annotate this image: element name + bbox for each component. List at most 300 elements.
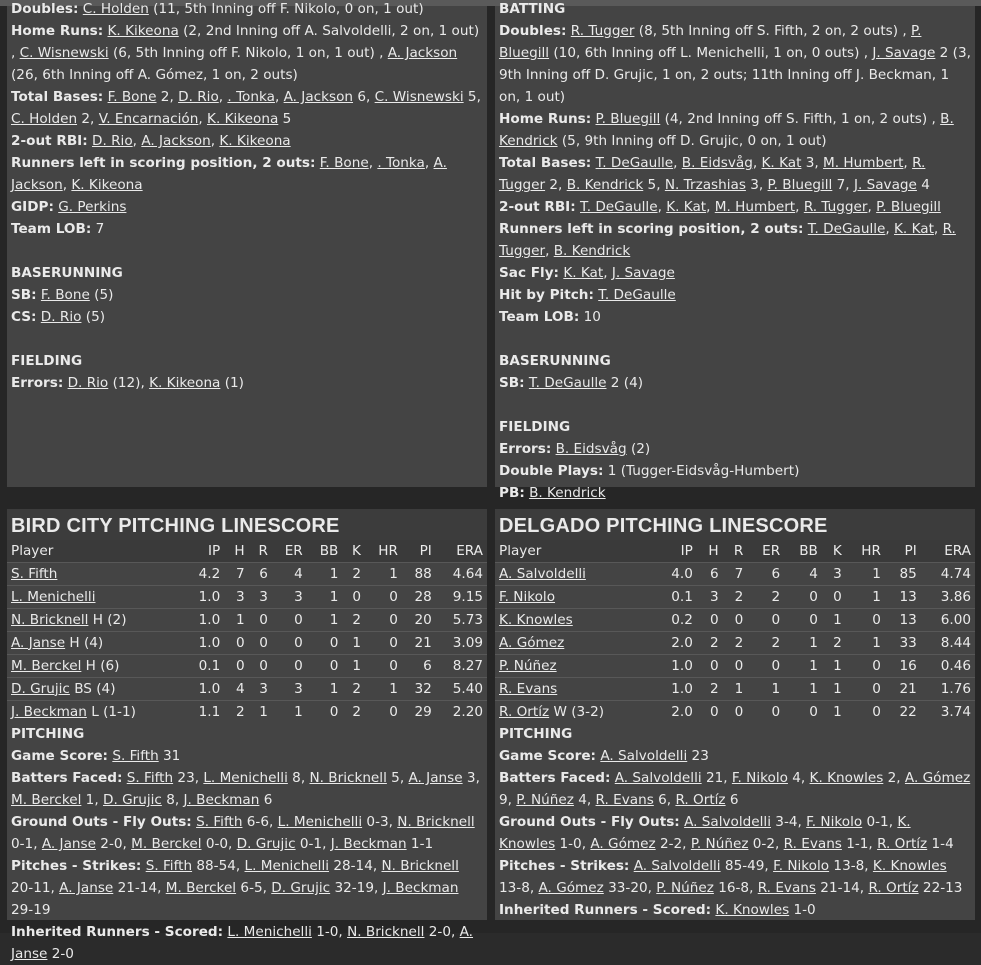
- table-row: [495, 700, 975, 723]
- stat-label: Inherited Runners - Scored:: [499, 902, 712, 918]
- stat-text: ,: [933, 221, 943, 237]
- player-link[interactable]: C. Holden: [82, 1, 149, 17]
- stat-text: 3,: [462, 770, 480, 786]
- stat-cell-bb: 0: [307, 700, 343, 723]
- player-link[interactable]: J. Beckman: [183, 792, 260, 808]
- stat-cell-ip: 1.0: [655, 677, 697, 700]
- stat-line-fielding: [499, 416, 971, 438]
- stat-cell-hr: 1: [846, 585, 885, 608]
- player-cell: [7, 562, 185, 585]
- player-link[interactable]: T. DeGaulle: [807, 221, 886, 237]
- bird-city-batting-notes: [7, 1, 487, 487]
- player-link[interactable]: A. Janse: [11, 634, 66, 651]
- player-link[interactable]: A. Gómez: [538, 880, 604, 896]
- player-link[interactable]: C. Holden: [11, 111, 78, 127]
- player-link[interactable]: J. Savage: [611, 265, 675, 281]
- stat-cell-hr: 0: [365, 700, 402, 723]
- player-link[interactable]: J. Savage: [872, 45, 936, 61]
- stat-text: 4,: [787, 770, 810, 786]
- stat-cell-hr: 0: [365, 585, 402, 608]
- player-cell: [495, 654, 655, 677]
- stat-line-baserunning: [11, 262, 483, 284]
- stat-text: 31: [158, 748, 181, 764]
- player-link[interactable]: A. Gómez: [590, 836, 656, 852]
- player-link[interactable]: N. Bricknell: [11, 611, 89, 628]
- player-link[interactable]: L. Menichelli: [227, 924, 312, 940]
- column-header-pi: PI: [885, 540, 921, 562]
- player-link[interactable]: A. Janse: [11, 924, 474, 962]
- stat-text: ,: [218, 89, 228, 105]
- stat-line-game-score: [499, 745, 971, 767]
- player-link[interactable]: T. DeGaulle: [598, 287, 676, 303]
- player-link[interactable]: M. Humbert: [714, 199, 796, 215]
- stat-line-pitching: [499, 723, 971, 745]
- stat-cell-hr: 1: [846, 562, 885, 585]
- player-link[interactable]: D. Rio: [67, 375, 109, 391]
- stat-text: 5,: [463, 89, 481, 105]
- stat-cell-era: 4.74: [921, 562, 975, 585]
- stat-label: Batters Faced:: [11, 770, 123, 786]
- stat-text: ,: [132, 133, 142, 149]
- column-header-era: ERA: [436, 540, 487, 562]
- player-link[interactable]: D. Rio: [40, 309, 82, 325]
- stat-text: 16-8,: [713, 880, 758, 896]
- player-link[interactable]: K. Knowles: [499, 611, 573, 628]
- stat-line-pitches-strikes: [499, 855, 971, 899]
- player-link[interactable]: K. Kikeona: [219, 133, 291, 149]
- column-header-player: Player: [7, 540, 185, 562]
- player-link[interactable]: P. Bluegill: [499, 23, 922, 61]
- player-link[interactable]: N. Bricknell: [347, 924, 425, 940]
- player-link[interactable]: L. Menichelli: [11, 588, 96, 605]
- stat-cell-k: 0: [342, 585, 365, 608]
- stat-line-sac-fly: [499, 262, 971, 284]
- stat-text: ,: [210, 133, 220, 149]
- column-header-r: R: [249, 540, 272, 562]
- column-header-bb: BB: [784, 540, 822, 562]
- stat-line-inherited-runners-scored: [499, 899, 971, 921]
- player-link[interactable]: P. Núñez: [656, 880, 714, 896]
- stat-text: (1): [220, 375, 244, 391]
- stat-line-runners-left-in-scoring-position-2-outs: [11, 152, 483, 196]
- player-link[interactable]: A. Salvoldelli: [499, 565, 586, 582]
- stat-text: 20-11,: [11, 880, 60, 896]
- stat-label: SB:: [11, 287, 37, 303]
- stat-cell-hr: 0: [846, 677, 885, 700]
- stat-label: Home Runs:: [11, 23, 104, 39]
- stat-line-ground-outs-fly-outs: [499, 811, 971, 855]
- stat-cell-r: 0: [723, 608, 748, 631]
- stat-cell-h: 0: [697, 654, 723, 677]
- stat-text: 1-1,: [841, 836, 878, 852]
- player-link[interactable]: B. Kendrick: [529, 485, 606, 501]
- stat-cell-k: 1: [822, 608, 846, 631]
- stat-text: 6,: [653, 792, 676, 808]
- player-link[interactable]: R. Evans: [595, 792, 654, 808]
- player-link[interactable]: P. Bluegill: [767, 177, 833, 193]
- stat-text: 1-0: [789, 902, 816, 918]
- stat-cell-era: 6.00: [921, 608, 975, 631]
- player-link[interactable]: P. Bluegill: [876, 199, 941, 215]
- table-row: [7, 585, 487, 608]
- stat-line-inherited-runners-scored: [11, 921, 483, 965]
- stat-text: (12),: [108, 375, 150, 391]
- stat-line-batting: [499, 0, 971, 20]
- decision-note: H (2): [88, 611, 127, 628]
- player-link[interactable]: K. Kikeona: [71, 177, 143, 193]
- stat-text: 6: [725, 792, 739, 808]
- player-link[interactable]: M. Humbert: [823, 155, 904, 171]
- stat-line-errors: [11, 372, 483, 394]
- player-link[interactable]: D. Grujic: [11, 680, 70, 697]
- column-header-hr: HR: [365, 540, 402, 562]
- stat-label: BASERUNNING: [11, 265, 123, 281]
- stat-cell-pi: 21: [885, 677, 921, 700]
- player-link[interactable]: S. Fifth: [196, 814, 243, 830]
- stat-cell-era: 3.86: [921, 585, 975, 608]
- player-link[interactable]: A. Jackson: [11, 155, 447, 193]
- player-link[interactable]: F. Nikolo: [731, 770, 788, 786]
- stat-cell-k: 2: [342, 700, 365, 723]
- stat-cell-er: 1: [747, 677, 784, 700]
- column-header-bb: BB: [307, 540, 343, 562]
- stat-line-total-bases: [11, 86, 483, 130]
- player-link[interactable]: A. Salvoldelli: [600, 748, 688, 764]
- player-link[interactable]: R. Ortíz: [499, 703, 550, 720]
- player-link[interactable]: K. Knowles: [872, 858, 947, 874]
- stat-label: Doubles:: [499, 23, 567, 39]
- stat-text: ,: [545, 243, 554, 259]
- stat-cell-k: 1: [342, 631, 365, 654]
- stat-text: ,: [62, 177, 72, 193]
- stat-text: 2-2,: [655, 836, 691, 852]
- player-link[interactable]: M. Berckel: [11, 657, 82, 674]
- stat-cell-k: 1: [822, 654, 846, 677]
- player-link[interactable]: R. Tugger: [803, 199, 868, 215]
- player-link[interactable]: A. Gómez: [904, 770, 971, 786]
- stat-text: 23,: [173, 770, 204, 786]
- stat-cell-h: 0: [224, 631, 248, 654]
- stat-text: ,: [795, 199, 804, 215]
- stat-cell-r: 2: [723, 631, 748, 654]
- stat-cell-pi: 6: [402, 654, 436, 677]
- player-link[interactable]: T. DeGaulle: [580, 199, 658, 215]
- player-link[interactable]: V. Encarnación: [98, 111, 199, 127]
- stat-cell-ip: 1.0: [655, 654, 697, 677]
- player-link[interactable]: L. Menichelli: [244, 858, 330, 874]
- player-link[interactable]: S. Fifth: [112, 748, 159, 764]
- player-link[interactable]: A. Jackson: [283, 89, 354, 105]
- player-link[interactable]: K. Kikeona: [149, 375, 221, 391]
- stat-text: 1-1: [406, 836, 434, 852]
- player-link[interactable]: A. Jackson: [141, 133, 211, 149]
- spacer: [499, 394, 971, 416]
- player-link[interactable]: A. Salvoldelli: [684, 814, 771, 830]
- pitching-linescore-table: [495, 540, 975, 723]
- player-link[interactable]: S. Fifth: [126, 770, 174, 786]
- stat-text: (5): [89, 287, 114, 303]
- stat-text: 9,: [499, 792, 517, 808]
- stat-cell-pi: 22: [885, 700, 921, 723]
- stat-cell-bb: 1: [784, 631, 822, 654]
- stat-cell-k: 1: [822, 700, 846, 723]
- player-link[interactable]: R. Ortíz: [675, 792, 726, 808]
- player-link[interactable]: N. Bricknell: [381, 858, 459, 874]
- stat-cell-bb: 1: [307, 608, 343, 631]
- stat-cell-r: 0: [249, 608, 272, 631]
- table-row: [495, 654, 975, 677]
- stat-cell-k: 2: [342, 677, 365, 700]
- table-row: [495, 562, 975, 585]
- player-link[interactable]: A. Gómez: [499, 634, 565, 651]
- stat-text: 5: [278, 111, 292, 127]
- player-link[interactable]: R. Ortíz: [868, 880, 919, 896]
- player-link[interactable]: D. Grujic: [236, 836, 296, 852]
- player-link[interactable]: G. Perkins: [58, 199, 127, 215]
- stat-text: ,: [885, 221, 895, 237]
- column-header-player: Player: [495, 540, 655, 562]
- stat-cell-era: 1.76: [921, 677, 975, 700]
- table-row: [495, 631, 975, 654]
- stat-text: 1,: [81, 792, 103, 808]
- table-row: [495, 677, 975, 700]
- player-link[interactable]: M. Berckel: [11, 792, 82, 808]
- player-link[interactable]: R. Evans: [757, 880, 816, 896]
- stat-cell-h: 3: [697, 585, 723, 608]
- player-link[interactable]: B. Kendrick: [553, 243, 631, 259]
- player-link[interactable]: M. Berckel: [131, 836, 202, 852]
- stat-cell-pi: 33: [885, 631, 921, 654]
- stat-text: 2 (4): [606, 375, 644, 391]
- stat-text: 2,: [545, 177, 567, 193]
- table-row: [7, 631, 487, 654]
- decision-note: H (6): [81, 657, 120, 674]
- player-cell: [7, 700, 185, 723]
- stat-text: 85-49,: [720, 858, 774, 874]
- column-header-er: ER: [272, 540, 307, 562]
- player-link[interactable]: R. Evans: [499, 680, 558, 697]
- stat-cell-hr: 0: [846, 700, 885, 723]
- player-link[interactable]: F. Nikolo: [806, 814, 863, 830]
- player-link[interactable]: K. Kat: [761, 155, 802, 171]
- stat-text: 13-8,: [499, 880, 539, 896]
- stat-line-2-out-rbi: [11, 130, 483, 152]
- delgado-batting-notes: [495, 1, 975, 501]
- stat-cell-k: 3: [822, 562, 846, 585]
- stat-cell-bb: 1: [307, 585, 343, 608]
- stat-cell-pi: 28: [402, 585, 436, 608]
- stat-label: Team LOB:: [11, 221, 92, 237]
- player-link[interactable]: F. Nikolo: [499, 588, 556, 605]
- stat-cell-ip: 0.1: [655, 585, 697, 608]
- stat-cell-h: 6: [697, 562, 723, 585]
- player-link[interactable]: K. Kat: [563, 265, 604, 281]
- stat-text: 6-6,: [242, 814, 278, 830]
- player-link[interactable]: M. Berckel: [165, 880, 237, 896]
- bird-city-pitching-panel: [7, 509, 487, 962]
- player-link[interactable]: A. Janse: [59, 880, 114, 896]
- player-link[interactable]: L. Menichelli: [277, 814, 363, 830]
- stat-cell-pi: 32: [402, 677, 436, 700]
- stat-label: Sac Fly:: [499, 265, 559, 281]
- player-link[interactable]: J. Savage: [853, 177, 917, 193]
- stat-text: ,: [274, 89, 284, 105]
- player-link[interactable]: K. Kat: [666, 199, 707, 215]
- stat-text: 4,: [573, 792, 596, 808]
- player-link[interactable]: N. Trzashias: [664, 177, 746, 193]
- player-link[interactable]: P. Núñez: [690, 836, 749, 852]
- stat-label: PITCHING: [11, 726, 85, 742]
- stat-text: ,: [867, 199, 877, 215]
- player-link[interactable]: S. Fifth: [145, 858, 193, 874]
- player-cell: [495, 562, 655, 585]
- stat-cell-h: 2: [697, 631, 723, 654]
- stat-text: (5, 9th Inning off D. Grujic, 0 on, 1 out): [557, 133, 827, 149]
- player-link[interactable]: A. Salvoldelli: [614, 770, 702, 786]
- stat-cell-er: 0: [747, 654, 784, 677]
- player-link[interactable]: . Tonka: [227, 89, 275, 105]
- stat-line-2-out-rbi: [499, 196, 971, 218]
- player-link[interactable]: P. Núñez: [499, 657, 557, 674]
- player-link[interactable]: K. Kikeona: [207, 111, 279, 127]
- stat-label: CS:: [11, 309, 37, 325]
- stat-cell-ip: 4.0: [655, 562, 697, 585]
- stat-label: GIDP:: [11, 199, 54, 215]
- player-link[interactable]: N. Bricknell: [397, 814, 475, 830]
- stat-text: 6: [259, 792, 273, 808]
- player-link[interactable]: K. Kikeona: [107, 23, 179, 39]
- stat-label: BASERUNNING: [499, 353, 611, 369]
- stat-line-total-bases: [499, 152, 971, 196]
- stat-cell-bb: 0: [307, 654, 343, 677]
- player-link[interactable]: K. Knowles: [499, 814, 911, 852]
- player-link[interactable]: D. Grujic: [271, 880, 331, 896]
- player-link[interactable]: R. Evans: [783, 836, 842, 852]
- stat-cell-r: 1: [723, 677, 748, 700]
- stat-cell-er: 0: [272, 608, 307, 631]
- player-link[interactable]: F. Bone: [319, 155, 369, 171]
- player-link[interactable]: J. Beckman: [11, 703, 87, 720]
- stat-text: 5,: [386, 770, 409, 786]
- player-link[interactable]: K. Knowles: [715, 902, 790, 918]
- player-link[interactable]: B. Eidsvåg: [555, 441, 627, 457]
- column-header-k: K: [822, 540, 846, 562]
- player-link[interactable]: A. Salvoldelli: [633, 858, 721, 874]
- stat-text: (26, 6th Inning off A. Gómez, 1 on, 2 outs): [11, 67, 298, 83]
- player-link[interactable]: A. Janse: [41, 836, 96, 852]
- player-link[interactable]: K. Kat: [894, 221, 934, 237]
- column-header-ip: IP: [185, 540, 225, 562]
- player-link[interactable]: D. Rio: [92, 133, 133, 149]
- player-link[interactable]: B. Eidsvåg: [681, 155, 753, 171]
- stat-cell-r: 3: [249, 585, 272, 608]
- spacer: [11, 240, 483, 262]
- player-link[interactable]: R. Tugger: [499, 221, 956, 259]
- player-link[interactable]: . Tonka: [377, 155, 425, 171]
- stat-label: Inherited Runners - Scored:: [11, 924, 224, 940]
- stat-text: 29-19: [11, 902, 51, 918]
- stat-cell-bb: 1: [307, 562, 343, 585]
- batting-notes-body: [495, 0, 975, 504]
- player-link[interactable]: A. Jackson: [387, 45, 458, 61]
- stat-label: 2-out RBI:: [499, 199, 576, 215]
- player-cell: [495, 608, 655, 631]
- stat-text: 8,: [287, 770, 310, 786]
- player-link[interactable]: J. Beckman: [330, 836, 407, 852]
- stat-cell-pi: 21: [402, 631, 436, 654]
- player-cell: [495, 677, 655, 700]
- stat-cell-r: 0: [723, 700, 748, 723]
- pitching-notes: [495, 723, 975, 921]
- player-link[interactable]: D. Grujic: [102, 792, 162, 808]
- player-link[interactable]: B. Kendrick: [499, 111, 954, 149]
- player-link[interactable]: A. Janse: [408, 770, 463, 786]
- stat-text: 7: [91, 221, 105, 237]
- player-link[interactable]: L. Menichelli: [203, 770, 288, 786]
- player-link[interactable]: B. Kendrick: [566, 177, 644, 193]
- stat-text: 10: [579, 309, 601, 325]
- stat-text: ,: [198, 111, 208, 127]
- stat-cell-er: 1: [272, 700, 307, 723]
- stat-label: Runners left in scoring position, 2 outs:: [11, 155, 316, 171]
- stat-cell-bb: 1: [784, 677, 822, 700]
- column-header-r: R: [723, 540, 748, 562]
- player-link[interactable]: R. Tugger: [570, 23, 635, 39]
- table-row: [7, 700, 487, 723]
- player-link[interactable]: K. Knowles: [809, 770, 884, 786]
- stat-text: 1-4: [927, 836, 954, 852]
- stat-label: Pitches - Strikes:: [499, 858, 630, 874]
- player-link[interactable]: F. Bone: [107, 89, 157, 105]
- player-link[interactable]: P. Núñez: [516, 792, 574, 808]
- decision-note: BS (4): [69, 680, 116, 697]
- stat-text: 2,: [156, 89, 179, 105]
- stat-text: 0-0,: [201, 836, 237, 852]
- player-link[interactable]: F. Bone: [40, 287, 90, 303]
- player-link[interactable]: N. Bricknell: [309, 770, 387, 786]
- stat-cell-pi: 13: [885, 585, 921, 608]
- player-link[interactable]: R. Ortíz: [877, 836, 928, 852]
- stat-cell-er: 4: [272, 562, 307, 585]
- player-link[interactable]: C. Wisnewski: [19, 45, 109, 61]
- player-link[interactable]: T. DeGaulle: [528, 375, 607, 391]
- player-link[interactable]: F. Nikolo: [773, 858, 830, 874]
- player-link[interactable]: P. Bluegill: [595, 111, 661, 127]
- stat-label: BATTING: [499, 1, 566, 17]
- stat-line-team-lob: [499, 306, 971, 328]
- player-link[interactable]: T. DeGaulle: [595, 155, 674, 171]
- player-link[interactable]: R. Tugger: [499, 155, 926, 193]
- stat-cell-k: 2: [822, 631, 846, 654]
- stat-cell-era: 5.73: [436, 608, 487, 631]
- player-cell: [7, 677, 185, 700]
- stat-cell-ip: 1.0: [185, 677, 225, 700]
- stat-line-ground-outs-fly-outs: [11, 811, 483, 855]
- stat-label: 2-out RBI:: [11, 133, 88, 149]
- table-row: [495, 608, 975, 631]
- player-link[interactable]: C. Wisnewski: [374, 89, 464, 105]
- stat-text: (4, 2nd Inning off S. Fifth, 1 on, 2 outs) ,: [660, 111, 941, 127]
- decision-note: W (3-2): [549, 703, 605, 720]
- player-link[interactable]: D. Rio: [178, 89, 219, 105]
- stat-cell-h: 0: [224, 654, 248, 677]
- stat-cell-ip: 1.1: [185, 700, 225, 723]
- player-link[interactable]: S. Fifth: [11, 565, 58, 582]
- stat-cell-er: 0: [272, 631, 307, 654]
- stat-cell-er: 3: [272, 677, 307, 700]
- player-link[interactable]: J. Beckman: [382, 880, 459, 896]
- stat-label: Game Score:: [499, 748, 596, 764]
